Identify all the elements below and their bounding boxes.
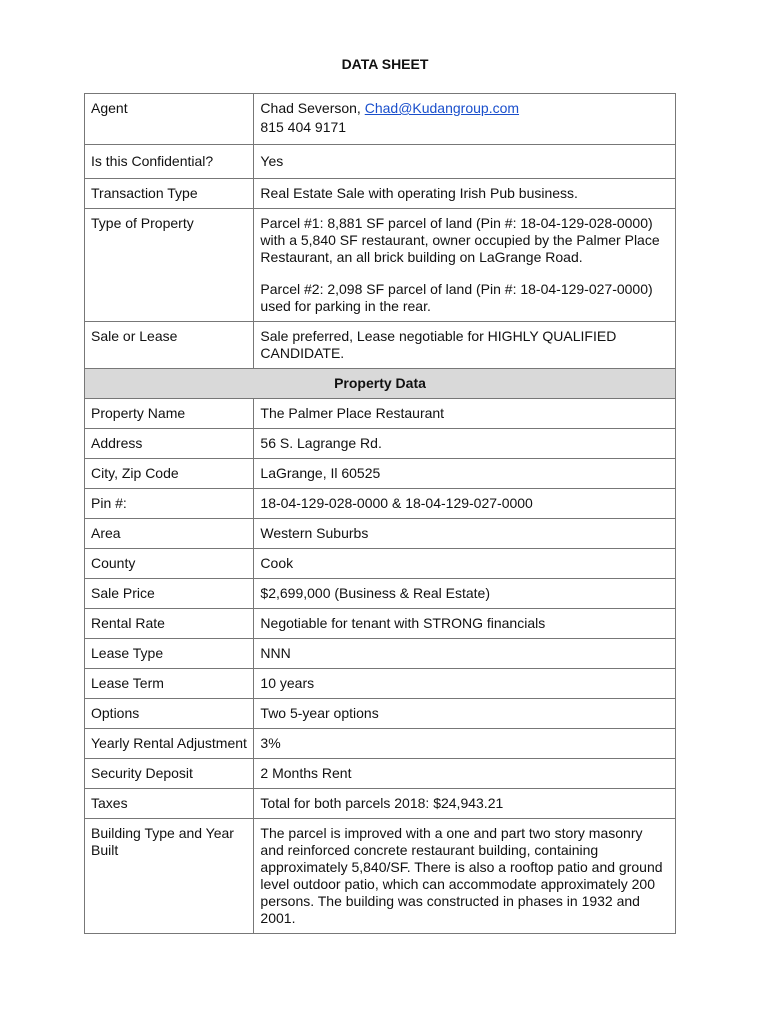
row-value: The Palmer Place Restaurant <box>254 399 676 429</box>
row-label: Options <box>85 699 254 729</box>
row-label: Yearly Rental Adjustment <box>85 729 254 759</box>
row-value: Negotiable for tenant with STRONG financials <box>254 609 676 639</box>
table-row-confidential <box>85 145 676 179</box>
table-row-agent <box>85 94 676 145</box>
row-value: 2 Months Rent <box>254 759 676 789</box>
table-row <box>85 729 676 759</box>
data-sheet-table <box>84 93 676 934</box>
row-value <box>254 209 676 322</box>
parcel-1-text: Parcel #1: 8,881 SF parcel of land (Pin #: 18-04-129-028-0000) with a 5,840 SF restaurant, owner occupied by the Palmer Place Restaurant, an all brick building on LaGrange Road. <box>260 215 660 265</box>
row-value: Sale preferred, Lease negotiable for HIGHLY QUALIFIED CANDIDATE. <box>254 322 676 369</box>
table-row <box>85 459 676 489</box>
section-header-row <box>85 369 676 399</box>
row-label: County <box>85 549 254 579</box>
row-value: Cook <box>254 549 676 579</box>
row-value: NNN <box>254 639 676 669</box>
row-value: Two 5-year options <box>254 699 676 729</box>
row-value: Yes <box>254 145 676 179</box>
row-value: LaGrange, Il 60525 <box>254 459 676 489</box>
table-row <box>85 699 676 729</box>
row-label: Address <box>85 429 254 459</box>
property-data-rows <box>85 399 676 934</box>
row-label: Agent <box>85 94 254 145</box>
table-row <box>85 819 676 934</box>
row-label: Area <box>85 519 254 549</box>
row-value: Total for both parcels 2018: $24,943.21 <box>254 789 676 819</box>
agent-phone: 815 404 9171 <box>260 119 347 135</box>
row-value: 18-04-129-028-0000 & 18-04-129-027-0000 <box>254 489 676 519</box>
table-row <box>85 789 676 819</box>
row-label: Lease Type <box>85 639 254 669</box>
row-value: $2,699,000 (Business & Real Estate) <box>254 579 676 609</box>
row-label: Transaction Type <box>85 179 254 209</box>
section-header: Property Data <box>85 369 676 399</box>
table-row <box>85 549 676 579</box>
row-label: Lease Term <box>85 669 254 699</box>
row-label: Rental Rate <box>85 609 254 639</box>
table-row <box>85 579 676 609</box>
row-value: 10 years <box>254 669 676 699</box>
table-row <box>85 489 676 519</box>
row-label: Type of Property <box>85 209 254 322</box>
agent-name: Chad Severson, <box>260 100 365 116</box>
row-label: Is this Confidential? <box>85 145 254 179</box>
table-row <box>85 519 676 549</box>
row-label: City, Zip Code <box>85 459 254 489</box>
row-value: The parcel is improved with a one and part two story masonry and reinforced concrete restaurant building, containing approximately 5,840/SF. There is also a rooftop patio and ground level outdoor patio, which can accommodate approximately 200 persons. The building was constructed in phases in 1932 and 2001. <box>254 819 676 934</box>
parcel-2-text: Parcel #2: 2,098 SF parcel of land (Pin #: 18-04-129-027-0000) used for parking in the rear. <box>260 281 653 314</box>
table-row-property-type <box>85 209 676 322</box>
table-row <box>85 399 676 429</box>
row-value: Real Estate Sale with operating Irish Pub business. <box>254 179 676 209</box>
table-row-transaction <box>85 179 676 209</box>
row-label: Property Name <box>85 399 254 429</box>
table-row <box>85 429 676 459</box>
table-row-sale-lease <box>85 322 676 369</box>
page-title: DATA SHEET <box>341 56 429 72</box>
row-value: 56 S. Lagrange Rd. <box>254 429 676 459</box>
table-row <box>85 609 676 639</box>
agent-email-link[interactable]: Chad@Kudangroup.com <box>364 100 520 116</box>
row-label: Taxes <box>85 789 254 819</box>
table-row <box>85 669 676 699</box>
row-label: Sale Price <box>85 579 254 609</box>
row-value <box>254 94 676 145</box>
table-row <box>85 639 676 669</box>
row-value: 3% <box>254 729 676 759</box>
row-value: Western Suburbs <box>254 519 676 549</box>
table-row <box>85 759 676 789</box>
row-label: Sale or Lease <box>85 322 254 369</box>
row-label: Pin #: <box>85 489 254 519</box>
row-label: Security Deposit <box>85 759 254 789</box>
row-label: Building Type and Year Built <box>85 819 254 934</box>
